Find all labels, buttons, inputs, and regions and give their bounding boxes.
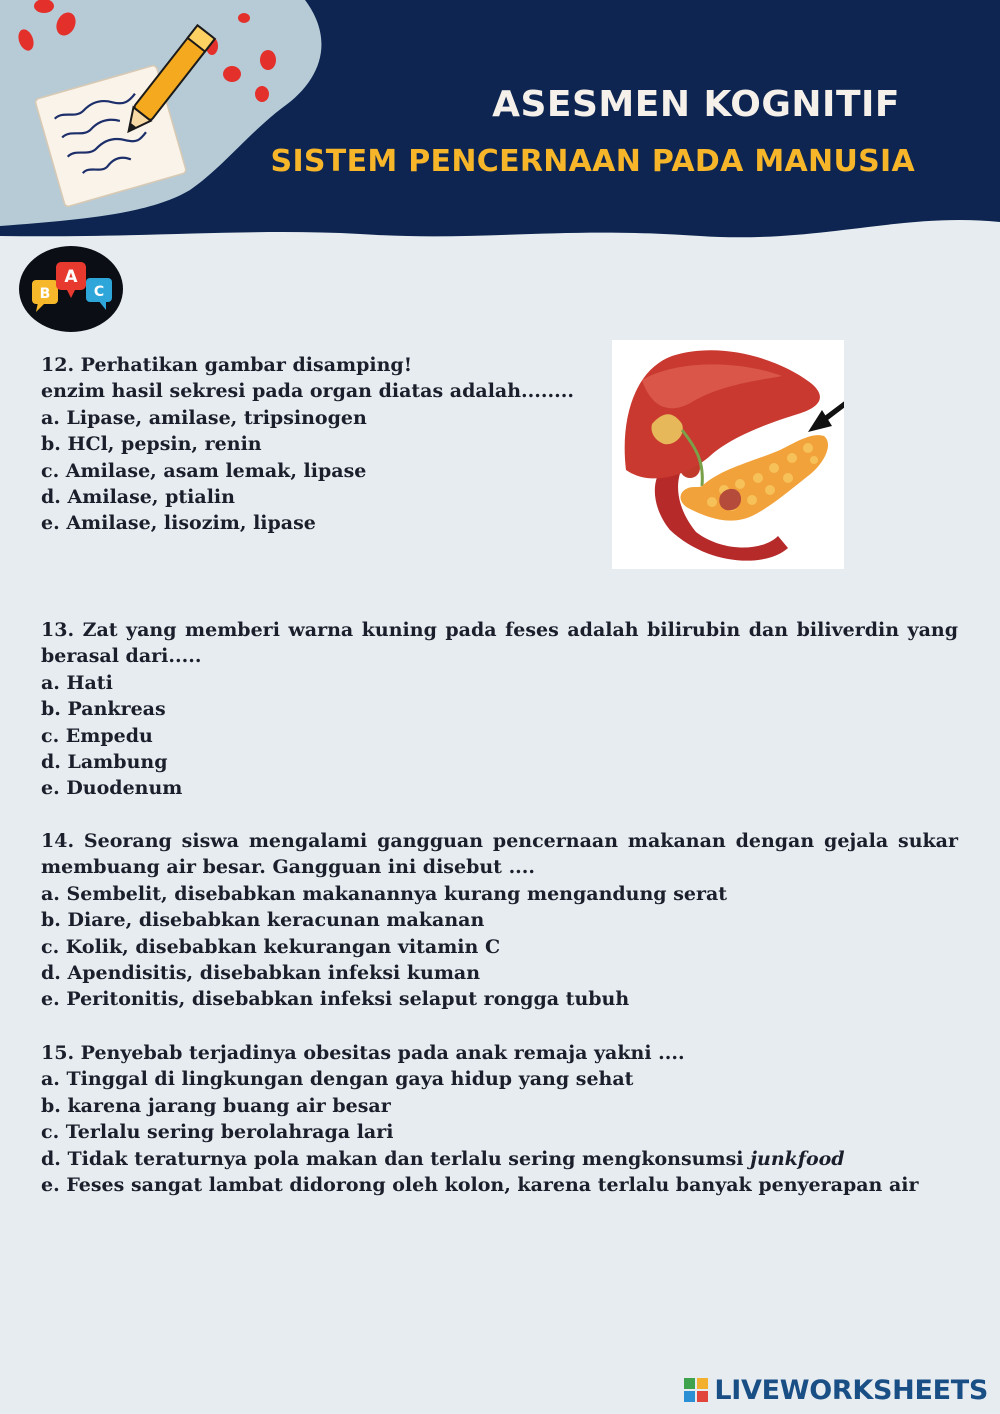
quiz-badge-icon [18, 242, 124, 332]
question-14-option-a[interactable]: a. Sembelit, disebabkan makanannya kurang mengandung serat [41, 882, 728, 905]
question-13-option-d[interactable]: d. Lambung [41, 751, 168, 774]
question-13 [41, 617, 958, 802]
question-14-option-b[interactable]: b. Diare, disebabkan keracunan makanan [41, 909, 485, 932]
badge-letter-a: A [64, 267, 78, 287]
page-subtitle: SISTEM PENCERNAAN PADA MANUSIA [270, 144, 915, 179]
question-13-prompt: 13. Zat yang memberi warna kuning pada feses adalah bilirubin dan biliverdin yang berasal dari..... [41, 619, 958, 668]
badge-letter-b: B [39, 286, 51, 302]
page-title: ASESMEN KOGNITIF [492, 84, 900, 125]
question-13-option-c[interactable]: c. Empedu [41, 724, 153, 747]
question-14-prompt: 14. Seorang siswa mengalami gangguan pencernaan makanan dengan gejala sukar membuang air besar. Gangguan ini disebut .... [41, 830, 958, 879]
question-12 [41, 352, 601, 537]
question-12-prompt-2: enzim hasil sekresi pada organ diatas adalah........ [41, 380, 574, 403]
question-12-option-b[interactable]: b. HCl, pepsin, renin [41, 433, 262, 456]
header-banner [0, 0, 1000, 250]
question-12-option-d[interactable]: d. Amilase, ptialin [41, 486, 235, 509]
liveworksheets-logo-icon [684, 1378, 708, 1402]
question-13-option-a[interactable]: a. Hati [41, 671, 113, 694]
question-15-option-a[interactable]: a. Tinggal di lingkungan dengan gaya hidup yang sehat [41, 1068, 634, 1091]
question-12-prompt: 12. Perhatikan gambar disamping! [41, 354, 413, 376]
question-15-prompt: 15. Penyebab terjadinya obesitas pada anak remaja yakni .... [41, 1042, 685, 1064]
badge-letter-c: C [93, 284, 105, 300]
footer-brand-text: LIVEWORKSHEETS [714, 1374, 988, 1406]
question-15-option-e[interactable]: e. Feses sangat lambat didorong oleh kolon, karena terlalu banyak penyerapan air [41, 1174, 919, 1197]
question-12-option-c[interactable]: c. Amilase, asam lemak, lipase [41, 459, 367, 482]
question-15-option-d-text: d. Tidak teraturnya pola makan dan terlalu sering mengkonsumsi [41, 1147, 751, 1170]
question-15-option-d[interactable] [41, 1146, 958, 1172]
question-15-option-c[interactable]: c. Terlalu sering berolahraga lari [41, 1121, 394, 1144]
liver-pancreas-illustration [612, 340, 844, 569]
question-14-option-c[interactable]: c. Kolik, disebabkan kekurangan vitamin C [41, 935, 501, 958]
question-15-option-b[interactable]: b. karena jarang buang air besar [41, 1094, 391, 1117]
question-14-option-d[interactable]: d. Apendisitis, disebabkan infeksi kuman [41, 962, 481, 985]
question-14-option-e[interactable]: e. Peritonitis, disebabkan infeksi selaput rongga tubuh [41, 988, 630, 1011]
question-13-option-e[interactable]: e. Duodenum [41, 777, 183, 800]
question-15 [41, 1040, 958, 1198]
question-15-option-d-italic: junkfood [750, 1147, 845, 1170]
question-14 [41, 828, 958, 1013]
question-12-option-a[interactable]: a. Lipase, amilase, tripsinogen [41, 406, 367, 429]
question-13-option-b[interactable]: b. Pankreas [41, 698, 166, 721]
question-12-option-e[interactable]: e. Amilase, lisozim, lipase [41, 512, 316, 535]
footer-brand [684, 1372, 988, 1408]
